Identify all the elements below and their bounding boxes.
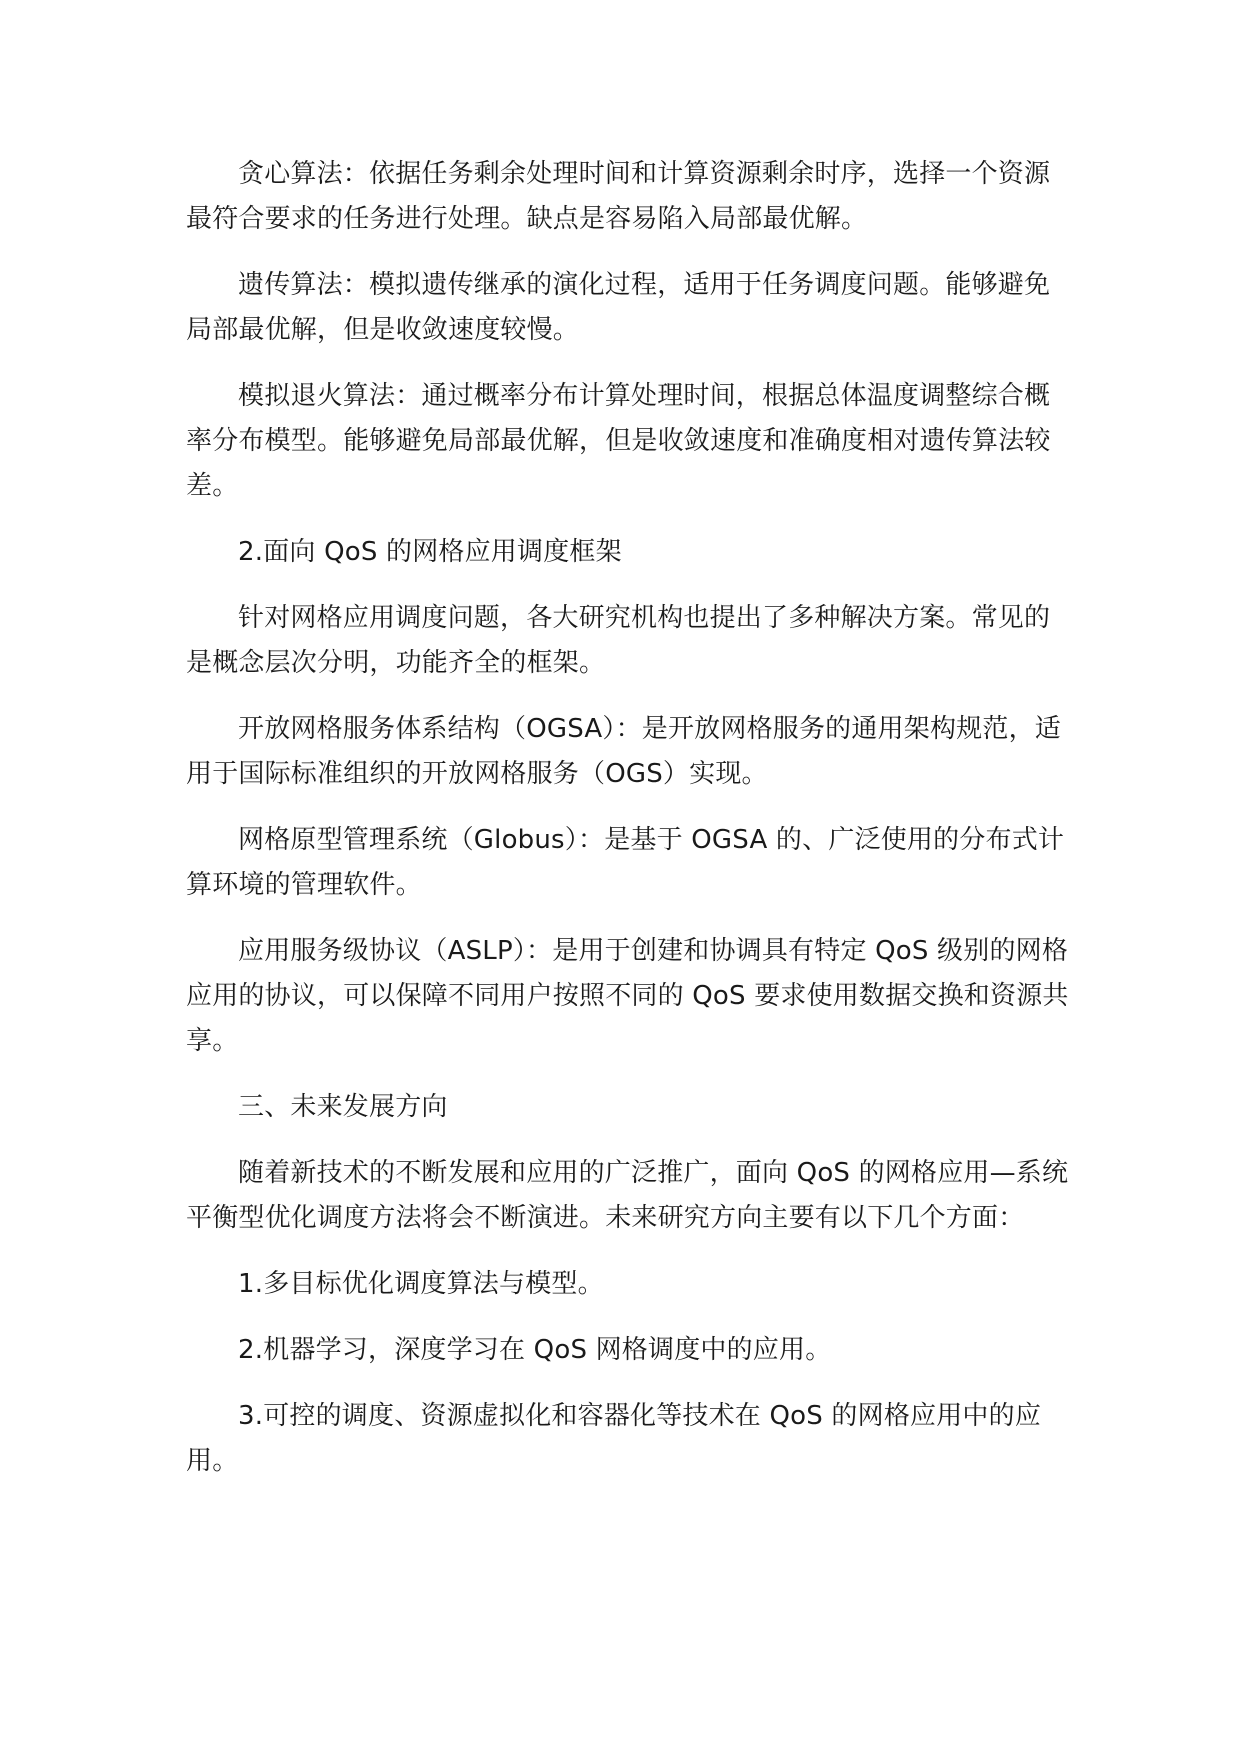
paragraph-framework-intro: 针对网格应用调度问题，各大研究机构也提出了多种解决方案。常见的是概念层次分明，功能齐全的框架。 [186, 603, 1051, 678]
document-body [186, 152, 1076, 1505]
paragraph-ogsa: 开放网格服务体系结构（OGSA）：是开放网格服务的通用架构规范，适用于国际标准组织的开放网格服务（OGS）实现。 [186, 714, 1061, 789]
section-heading-future: 三、未来发展方向 [238, 1092, 448, 1122]
paragraph-genetic-algorithm: 遗传算法：模拟遗传继承的演化过程，适用于任务调度问题。能够避免局部最优解，但是收敛速度较慢。 [186, 270, 1051, 345]
paragraph-simulated-annealing: 模拟退火算法：通过概率分布计算处理时间，根据总体温度调整综合概率分布模型。能够避免局部最优解，但是收敛速度和准确度相对遗传算法较差。 [186, 381, 1051, 501]
list-item-virtualization: 3.可控的调度、资源虚拟化和容器化等技术在 QoS 的网格应用中的应用。 [186, 1401, 1042, 1476]
list-item-multi-objective: 1.多目标优化调度算法与模型。 [238, 1269, 604, 1299]
section-heading-qos-framework: 2.面向 QoS 的网格应用调度框架 [238, 537, 622, 567]
paragraph-globus: 网格原型管理系统（Globus）：是基于 OGSA 的、广泛使用的分布式计算环境的管理软件。 [186, 825, 1065, 900]
list-item-machine-learning: 2.机器学习，深度学习在 QoS 网格调度中的应用。 [238, 1335, 832, 1365]
paragraph-aslp: 应用服务级协议（ASLP）：是用于创建和协调具有特定 QoS 级别的网格应用的协议，可以保障不同用户按照不同的 QoS 要求使用数据交换和资源共享。 [186, 936, 1069, 1056]
paragraph-greedy-algorithm: 贪心算法：依据任务剩余处理时间和计算资源剩余时序，选择一个资源最符合要求的任务进行处理。缺点是容易陷入局部最优解。 [186, 159, 1051, 234]
paragraph-future-intro: 随着新技术的不断发展和应用的广泛推广，面向 QoS 的网格应用—系统平衡型优化调度方法将会不断演进。未来研究方向主要有以下几个方面： [186, 1158, 1069, 1233]
